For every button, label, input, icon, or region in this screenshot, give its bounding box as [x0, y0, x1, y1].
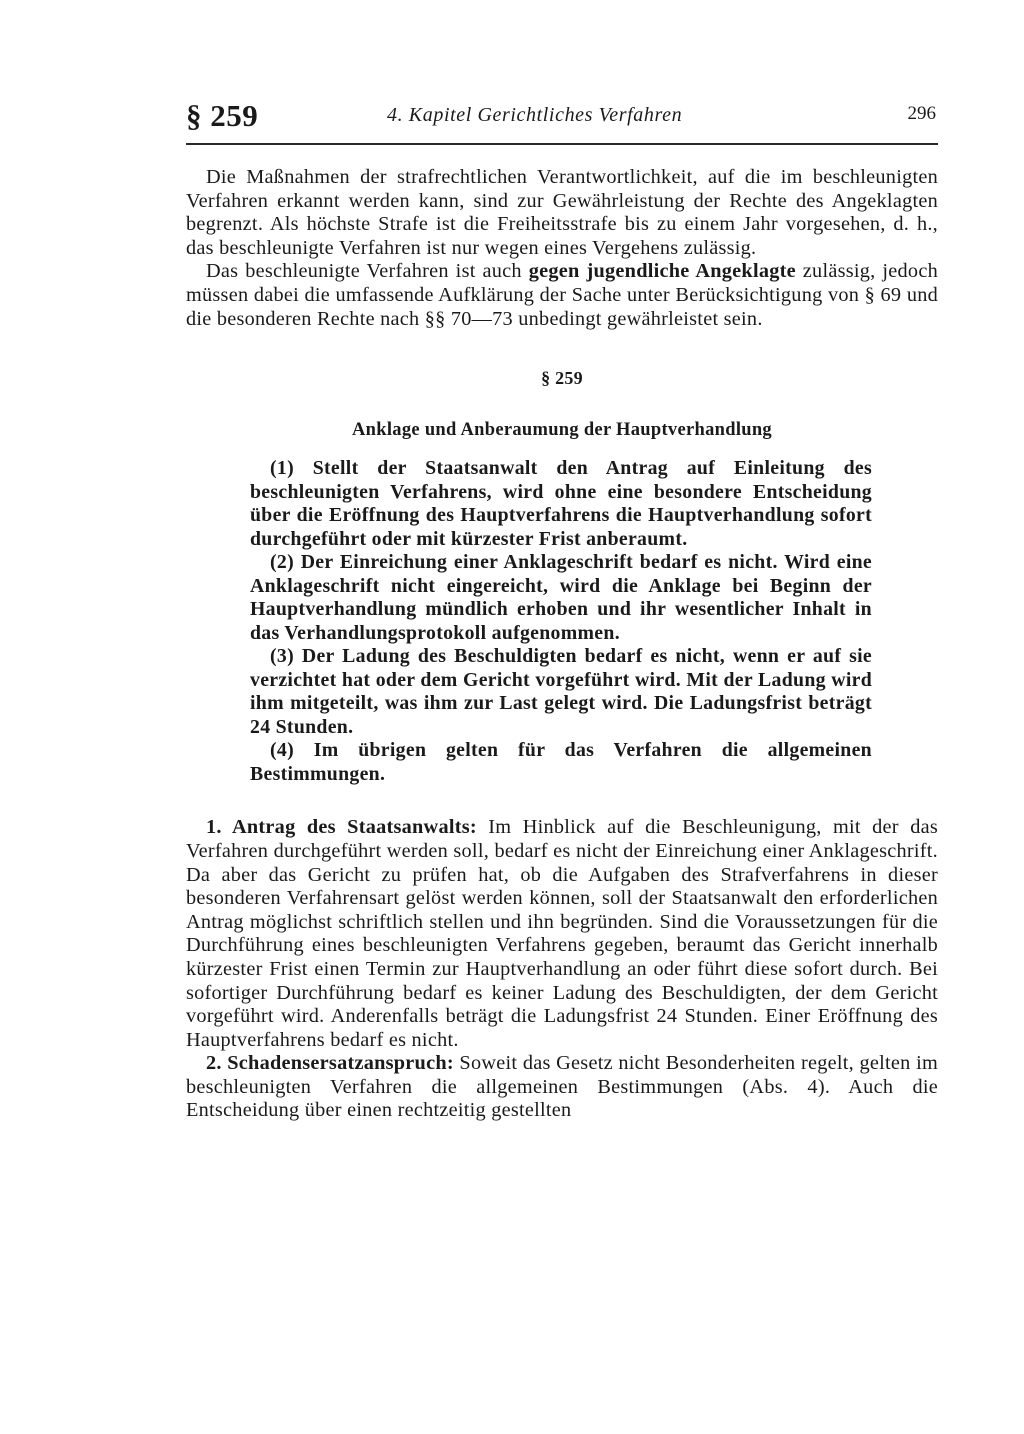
- comment-text-1: Im Hinblick auf die Beschleunigung, mit der das Verfahren durchgeführt werden soll, bedarf es nicht der Einreichung einer Anklageschrift. Da aber das Gericht zu prüfen hat, ob die Aufgaben des Strafverfahrens in dieser besonderen Verfahrensart gelöst werden können, soll der Staatsanwalt den erforderlichen Antrag möglichst schriftlich stellen und ihn begründen. Sind die Voraussetzungen für die Durchführung eines beschleunigten Verfahrens gegeben, beraumt das Gericht innerhalb kürzester Frist einen Termin zur Hauptverhandlung an oder führt diese sofort durch. Bei sofortiger Durchführung bedarf es keiner Ladung des Beschuldigten, der dem Gericht vorgeführt wird. Anderenfalls beträgt die Ladungsfrist 24 Stunden. Einer Eröffnung des Hauptverfahrens bedarf es nicht.: [186, 816, 938, 1051]
- document-page: [186, 98, 938, 1122]
- intro-paragraph-2-end: zulässig, jedoch müssen dabei die umfassende Aufklärung der Sache unter Berücksichtigung von § 69 und die besonderen Rechte nach §§ 70—73 unbedingt gewährleistet sein.: [186, 260, 938, 330]
- page-number: 296: [907, 103, 936, 124]
- comment-text-2: Soweit das Gesetz nicht Besonderheiten regelt, gelten im beschleunigten Verfahren die allgemeinen Bestimmungen (Abs. 4). Auch die Entscheidung über einen rechtzeitig gestellten: [186, 1052, 938, 1122]
- intro-paragraph-2-start: Das beschleunigte Verfahren ist auch: [206, 260, 529, 283]
- header-chapter-title: 4. Kapitel Gerichtliches Verfahren: [387, 104, 683, 126]
- comment-item-1: [186, 816, 938, 1052]
- comment-label-2: 2. Schadensersatzanspruch:: [206, 1052, 454, 1075]
- commentary: [186, 816, 938, 1123]
- header-rule: [186, 143, 938, 145]
- law-clause-4: (4) Im übrigen gelten für das Verfahren die allgemeinen Bestimmungen.: [250, 739, 872, 785]
- law-clause-2: (2) Der Einreichung einer Anklageschrift bedarf es nicht. Wird eine Anklageschrift nicht eingereicht, wird die Anklage bei Beginn der Hauptverhandlung mündlich erhoben und ihr wesentlicher Inhalt in das Verhandlungsprotokoll aufgenommen.: [250, 551, 872, 644]
- intro-paragraph-2: [186, 260, 938, 331]
- comment-item-2: [186, 1052, 938, 1123]
- section-number: § 259: [541, 368, 583, 389]
- law-text: [186, 457, 938, 786]
- law-clause-3: (3) Der Ladung des Beschuldigten bedarf es nicht, wenn er auf sie verzichtet hat oder dem Gericht vorgeführt wird. Mit der Ladung wird ihm mitgeteilt, was ihm zur Last gelegt wird. Die Ladungsfrist beträgt 24 Stunden.: [250, 645, 872, 738]
- comment-label-1: 1. Antrag des Staatsanwalts:: [206, 816, 477, 839]
- intro-paragraph-2-bold: gegen jugendliche Angeklagte: [528, 260, 796, 283]
- page-header: [186, 98, 938, 142]
- section-title: Anklage und Anberaumung der Hauptverhandlung: [352, 419, 772, 440]
- law-clause-1: (1) Stellt der Staatsanwalt den Antrag auf Einleitung des beschleunigten Verfahrens, wird ohne eine besondere Entscheidung über die Eröffnung des Hauptverfahrens die Hauptverhandlung sofort durchgeführt oder mit kürzester Frist anberaumt.: [250, 457, 872, 550]
- header-section-number: § 259: [186, 98, 259, 133]
- intro-paragraph-1: Die Maßnahmen der strafrechtlichen Verantwortlichkeit, auf die im beschleunigten Verfahren erkannt werden kann, sind zur Gewährleistung der Rechte des Angeklagten begrenzt. Als höchste Strafe ist die Freiheitsstrafe bis zu einem Jahr vorgesehen, d. h., das beschleunigte Verfahren ist nur wegen eines Vergehens zulässig.: [186, 166, 938, 259]
- body-text: [186, 166, 938, 1123]
